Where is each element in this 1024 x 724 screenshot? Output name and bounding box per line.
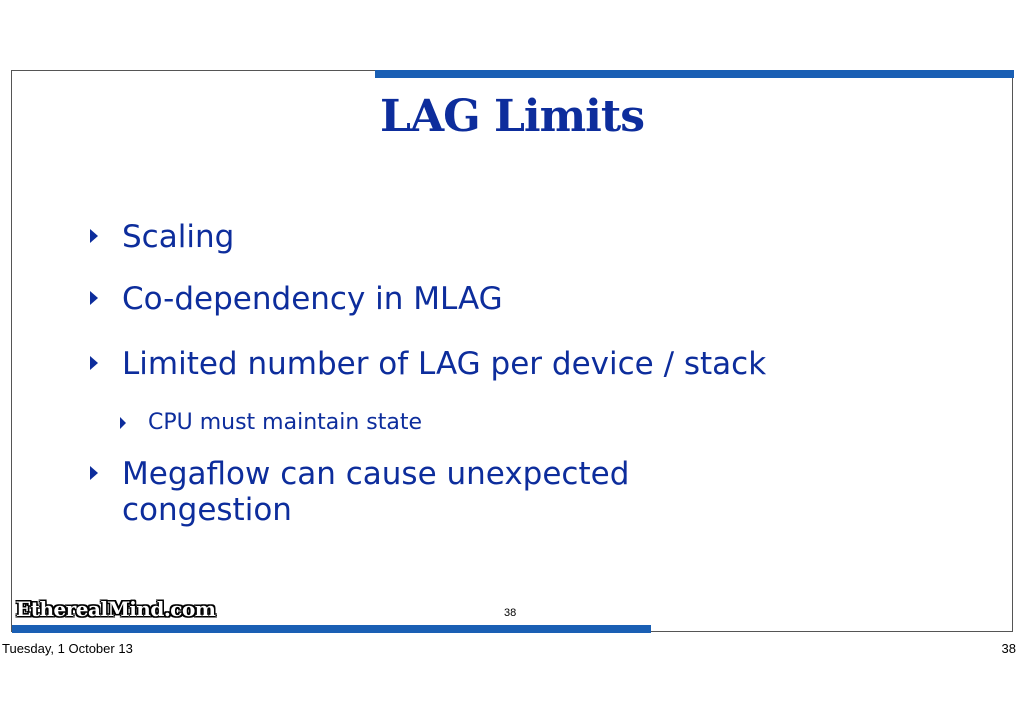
bullet-triangle-icon bbox=[90, 466, 98, 480]
bullet-triangle-icon bbox=[90, 229, 98, 243]
bottom-accent-bar bbox=[12, 625, 651, 633]
bullet-text: Limited number of LAG per device / stack bbox=[122, 346, 767, 382]
bullet-item bbox=[90, 281, 910, 317]
slide-number: 38 bbox=[504, 607, 517, 619]
bullet-item bbox=[90, 456, 770, 528]
bullet-text: Megaflow can cause unexpected congestion bbox=[122, 456, 630, 528]
bullet-text: CPU must maintain state bbox=[148, 410, 423, 435]
slide-frame bbox=[11, 70, 1013, 632]
slide-title: LAG Limits bbox=[380, 91, 644, 142]
footer-page-number: 38 bbox=[1001, 641, 1016, 656]
bullet-item bbox=[90, 219, 910, 255]
bullet-text: Scaling bbox=[122, 219, 235, 255]
bullet-item bbox=[90, 346, 970, 382]
footer-date: Tuesday, 1 October 13 bbox=[2, 641, 133, 656]
bullet-triangle-icon bbox=[90, 356, 98, 370]
top-accent-bar bbox=[375, 70, 1014, 78]
bullet-triangle-icon bbox=[120, 417, 126, 429]
ethereal-mind-logo: EtherealMind.com bbox=[16, 597, 216, 621]
sub-bullet-item bbox=[120, 410, 820, 436]
bullet-text: Co-dependency in MLAG bbox=[122, 281, 503, 317]
bullet-triangle-icon bbox=[90, 291, 98, 305]
